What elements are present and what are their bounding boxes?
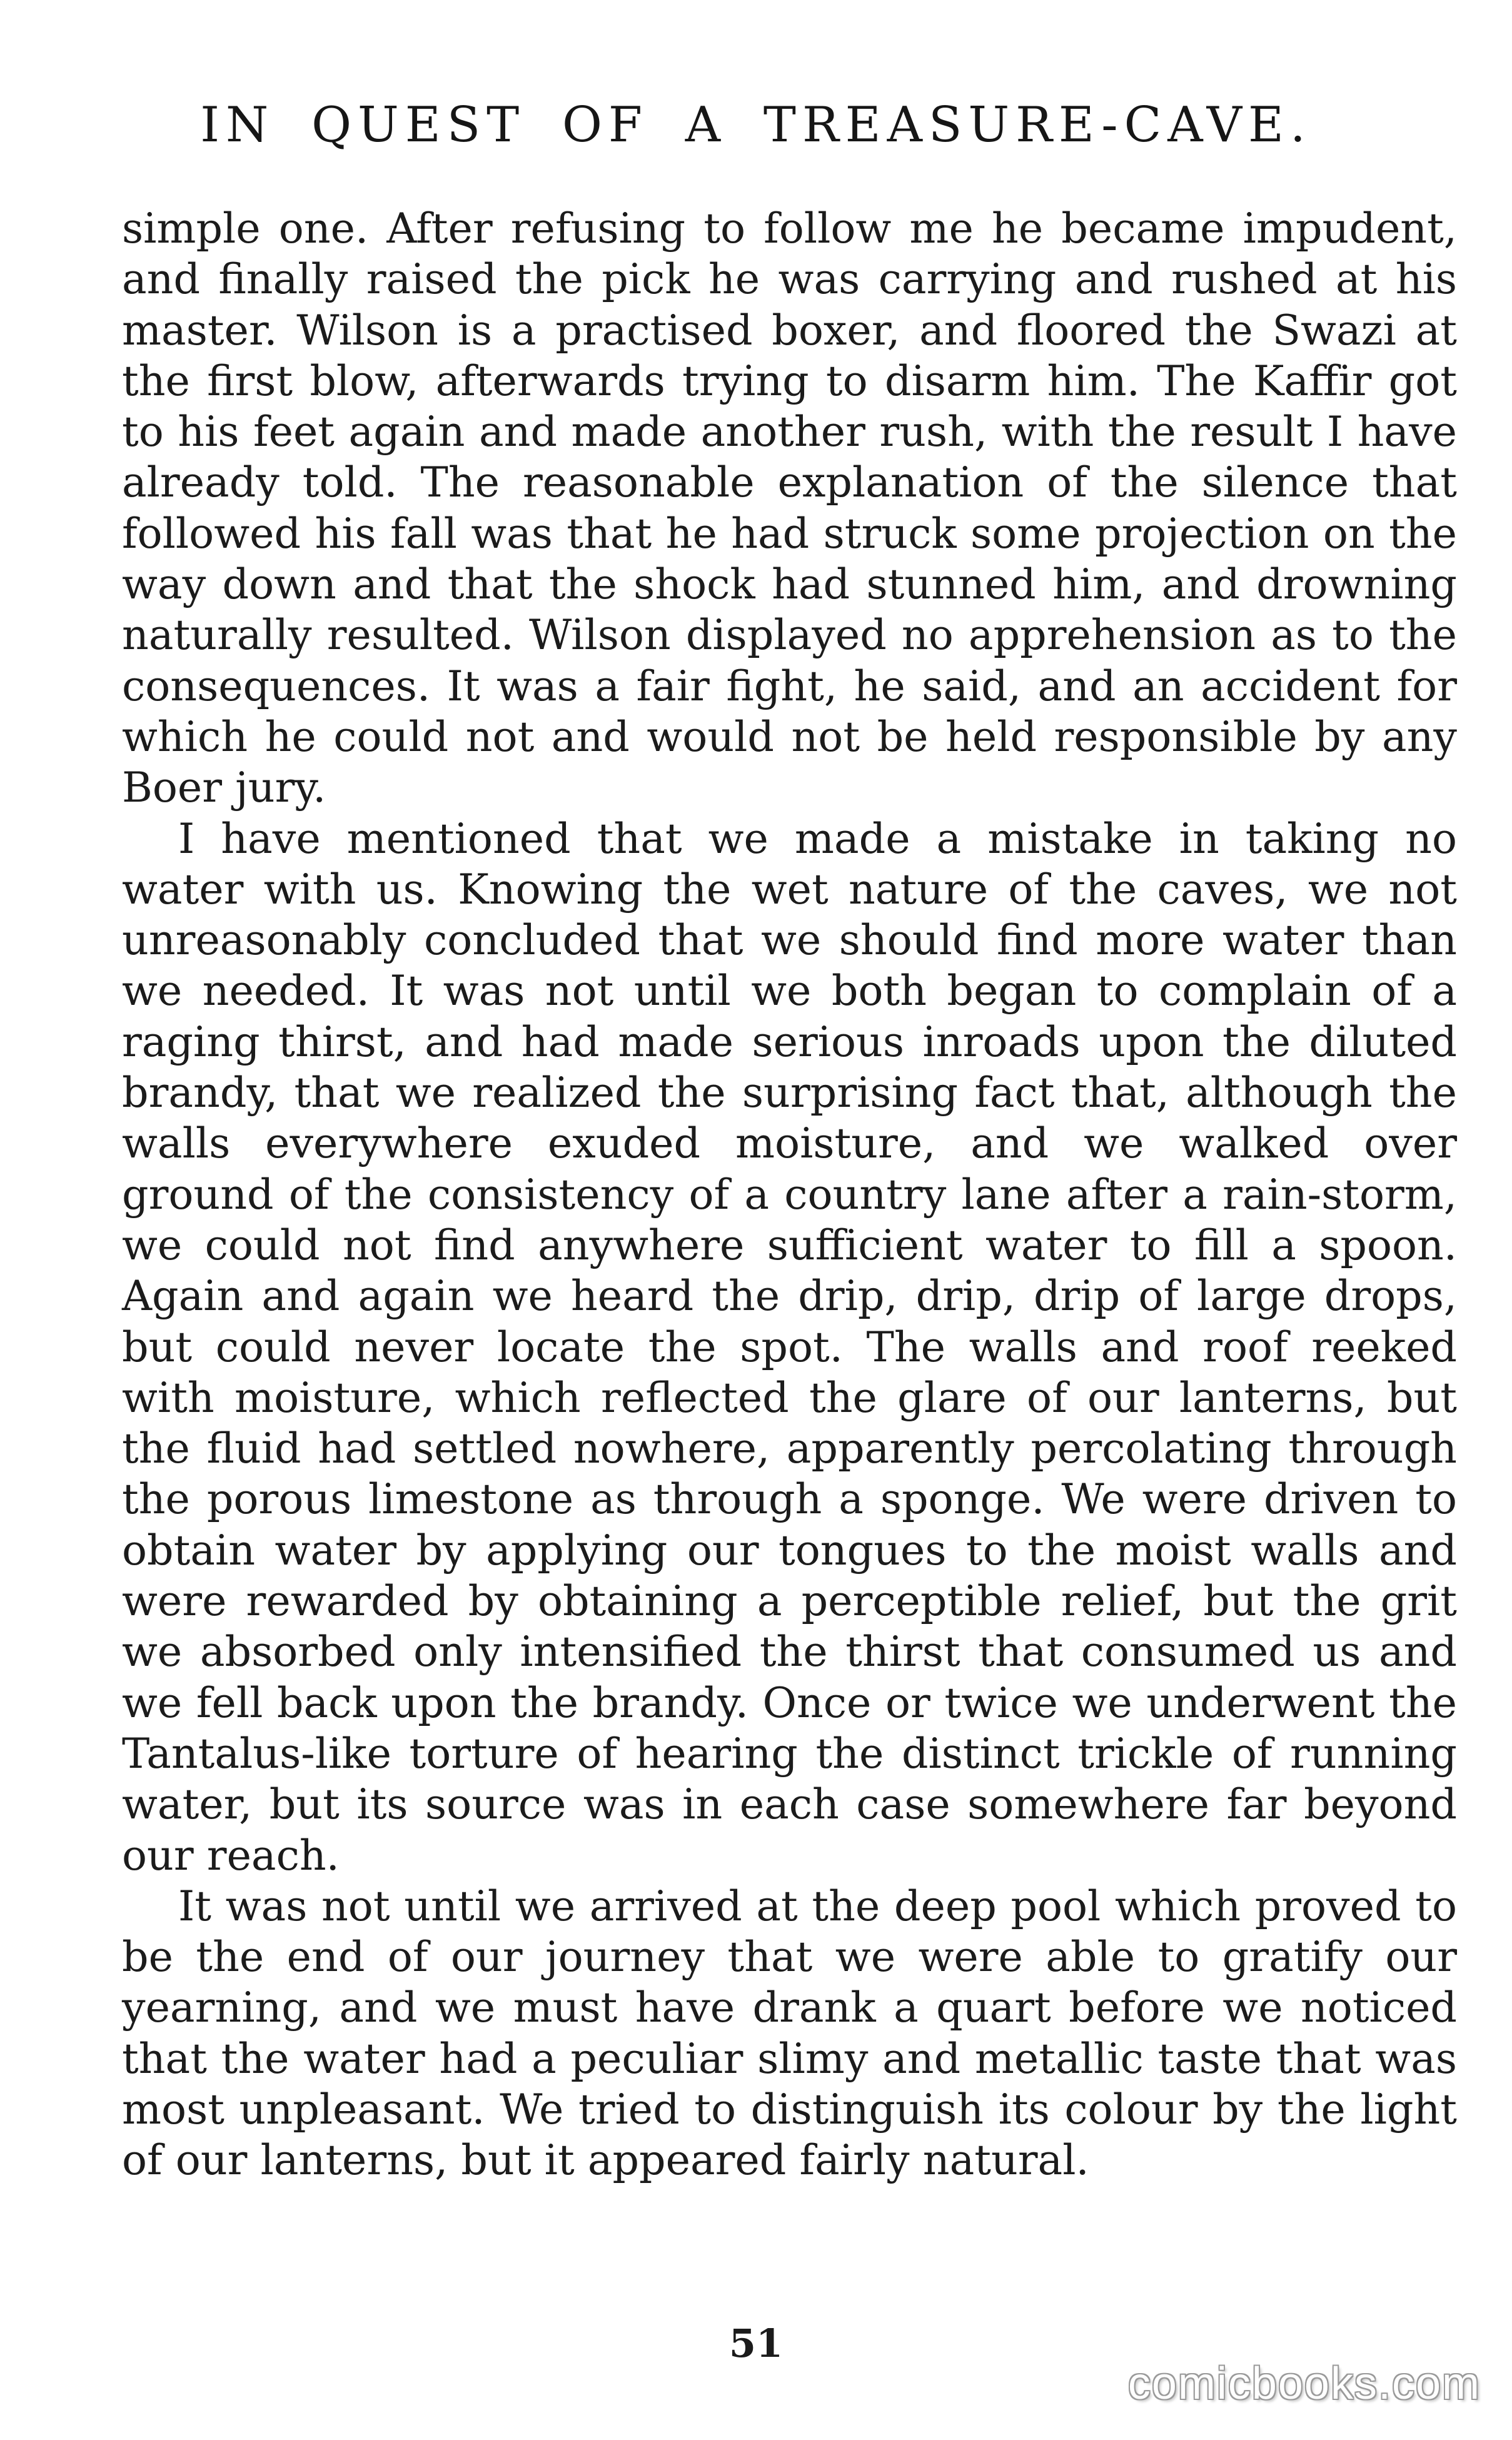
- watermark-logo: comicbooks.com: [1127, 2359, 1481, 2409]
- paragraph-water-mistake: I have mentioned that we made a mistake in taking no water with us. Knowing the wet nature of the caves, we not unreasonably concluded that we should find more water than we needed. It was not until we both began to complain of a raging thirst, and had made serious inroads upon the diluted brandy, that we realized the surprising fact that, although the walls everywhere exuded moisture, and we walked over ground of the consistency of a country lane after a rain-storm, we could not find anywhere sufficient water to fill a spoon. Again and again we heard the drip, drip, drip of large drops, but could never locate the spot. The walls and roof reeked with moisture, which reflected the glare of our lanterns, but the fluid had settled nowhere, apparently percolating through the porous limestone as through a sponge. We were driven to obtain water by applying our tongues to the moist walls and were rewarded by obtaining a perceptible relief, but the grit we absorbed only intensified the thirst that consumed us and we fell back upon the brandy. Once or twice we underwent the Tantalus-like torture of hearing the distinct trickle of running water, but its source was in each case somewhere far beyond our reach.: [122, 814, 1457, 1880]
- paragraph-deep-pool: It was not until we arrived at the deep pool which proved to be the end of our journey that we were able to gratify our yearning, and we must have drank a quart before we noticed that the water had a peculiar slimy and metallic taste that was most unpleasant. We tried to distinguish its colour by the light of our lanterns, but it appeared fairly natural.: [122, 1881, 1457, 2185]
- page-number: 51: [728, 2321, 784, 2366]
- body-text: [122, 203, 1457, 2186]
- paragraph-continued: simple one. After refusing to follow me he became impudent, and finally raised the pick he was carrying and rushed at his master. Wilson is a practised boxer, and floored the Swazi at the first blow, afterwards trying to disarm him. The Kaffir got to his feet again and made another rush, with the result I have already told. The reasonable explanation of the silence that followed his fall was that he had struck some projection on the way down and that the shock had stunned him, and drowning naturally resulted. Wilson displayed no apprehension as to the consequences. It was a fair fight, he said, and an accident for which he could not and would not be held responsible by any Boer jury.: [122, 204, 1457, 812]
- running-head: IN QUEST OF A TREASURE-CAVE.: [200, 97, 1312, 153]
